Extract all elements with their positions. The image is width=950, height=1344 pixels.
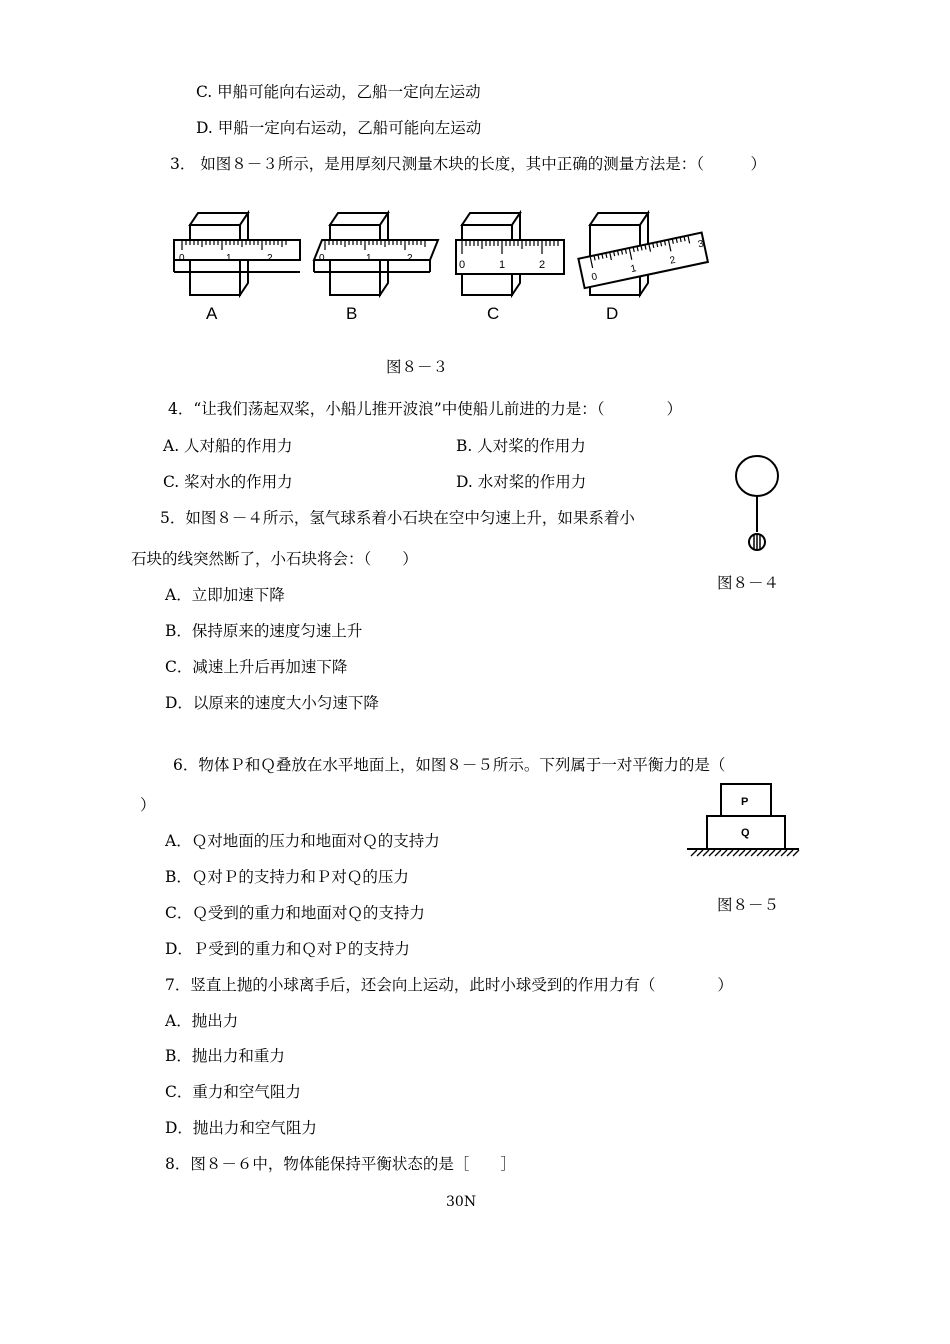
option-b-drawing (314, 213, 438, 323)
q5-option-d: D．以原来的速度大小匀速下降 (165, 694, 379, 712)
tick-label: 3 (697, 238, 705, 251)
tick-label: 0 (459, 259, 466, 271)
q4-option-a: A. 人对船的作用力 (163, 437, 293, 455)
q7-option-b: B．抛出力和重力 (165, 1047, 285, 1065)
tick-label: 1 (499, 259, 506, 271)
question-4: 4．“让我们荡起双桨，小船儿推开波浪”中使船儿前进的力是：（ ） (168, 400, 682, 418)
figure-8-5-caption: 图８－５ (717, 896, 780, 914)
tick-label: 1 (366, 253, 372, 264)
q2-option-d: D. 甲船一定向右运动，乙船可能向左运动 (196, 119, 482, 137)
figure-8-4-caption: 图８－４ (717, 574, 780, 592)
q5-option-b: B．保持原来的速度匀速上升 (165, 622, 363, 640)
tick-label: 1 (629, 263, 638, 276)
option-label: B (346, 304, 358, 323)
option-d-drawing (578, 213, 707, 323)
tick-label: 0 (590, 271, 599, 284)
block-q-label: Q (741, 827, 750, 839)
q4-option-c: C. 桨对水的作用力 (163, 473, 293, 491)
q7-option-a: A．抛出力 (165, 1012, 239, 1030)
option-a-drawing (174, 213, 300, 323)
q7-option-d: D．抛出力和空气阻力 (165, 1119, 317, 1137)
tick-label: 2 (668, 254, 677, 267)
tick-label: 0 (179, 253, 185, 264)
question-3: 3． 如图８－３所示，是用厚刻尺测量木块的长度，其中正确的测量方法是：（ ） (170, 155, 767, 173)
figure-8-4-balloon (730, 450, 790, 560)
q7-option-c: C．重力和空气阻力 (165, 1083, 301, 1101)
figure-8-3-caption: 图８－３ (386, 358, 449, 376)
q2-option-c: C. 甲船可能向右运动，乙船一定向左运动 (196, 83, 481, 101)
page-footer: 30N (446, 1194, 477, 1210)
question-5-line-2: 石块的线突然断了，小石块将会：（ ） (131, 550, 418, 568)
option-c-drawing (456, 213, 564, 323)
question-6-line-2: ） (140, 796, 156, 814)
q5-option-a: A．立即加速下降 (165, 586, 285, 604)
figure-8-3 (160, 200, 720, 330)
q6-option-b: B．Ｑ对Ｐ的支持力和Ｐ对Ｑ的压力 (165, 868, 409, 886)
option-label: C (487, 304, 500, 323)
q4-option-b: B. 人对桨的作用力 (456, 437, 586, 455)
q6-option-c: C．Ｑ受到的重力和地面对Ｑ的支持力 (165, 904, 425, 922)
tick-label: 0 (319, 253, 325, 264)
option-label: D (606, 304, 619, 323)
question-6-line-1: 6．物体Ｐ和Ｑ叠放在水平地面上，如图８－５所示。下列属于一对平衡力的是（ (173, 756, 726, 774)
q6-option-d: D．Ｐ受到的重力和Ｑ对Ｐ的支持力 (165, 940, 410, 958)
q6-option-a: A．Ｑ对地面的压力和地面对Ｑ的支持力 (165, 832, 440, 850)
block-p-label: P (741, 796, 749, 808)
tick-label: 2 (267, 253, 273, 264)
tick-label: 2 (539, 259, 546, 271)
option-label: A (206, 304, 218, 323)
tick-label: 2 (407, 253, 413, 264)
figure-8-5-blocks (685, 780, 805, 860)
question-8: 8．图８－６中，物体能保持平衡状态的是［ ］ (165, 1155, 516, 1173)
question-5-line-1: 5．如图８－４所示，氢气球系着小石块在空中匀速上升，如果系着小 (160, 509, 635, 527)
q5-option-c: C．减速上升后再加速下降 (165, 658, 348, 676)
tick-label: 1 (226, 253, 232, 264)
question-7: 7．竖直上抛的小球离手后，还会向上运动，此时小球受到的作用力有（ ） (165, 976, 733, 994)
q4-option-d: D. 水对桨的作用力 (456, 473, 587, 491)
